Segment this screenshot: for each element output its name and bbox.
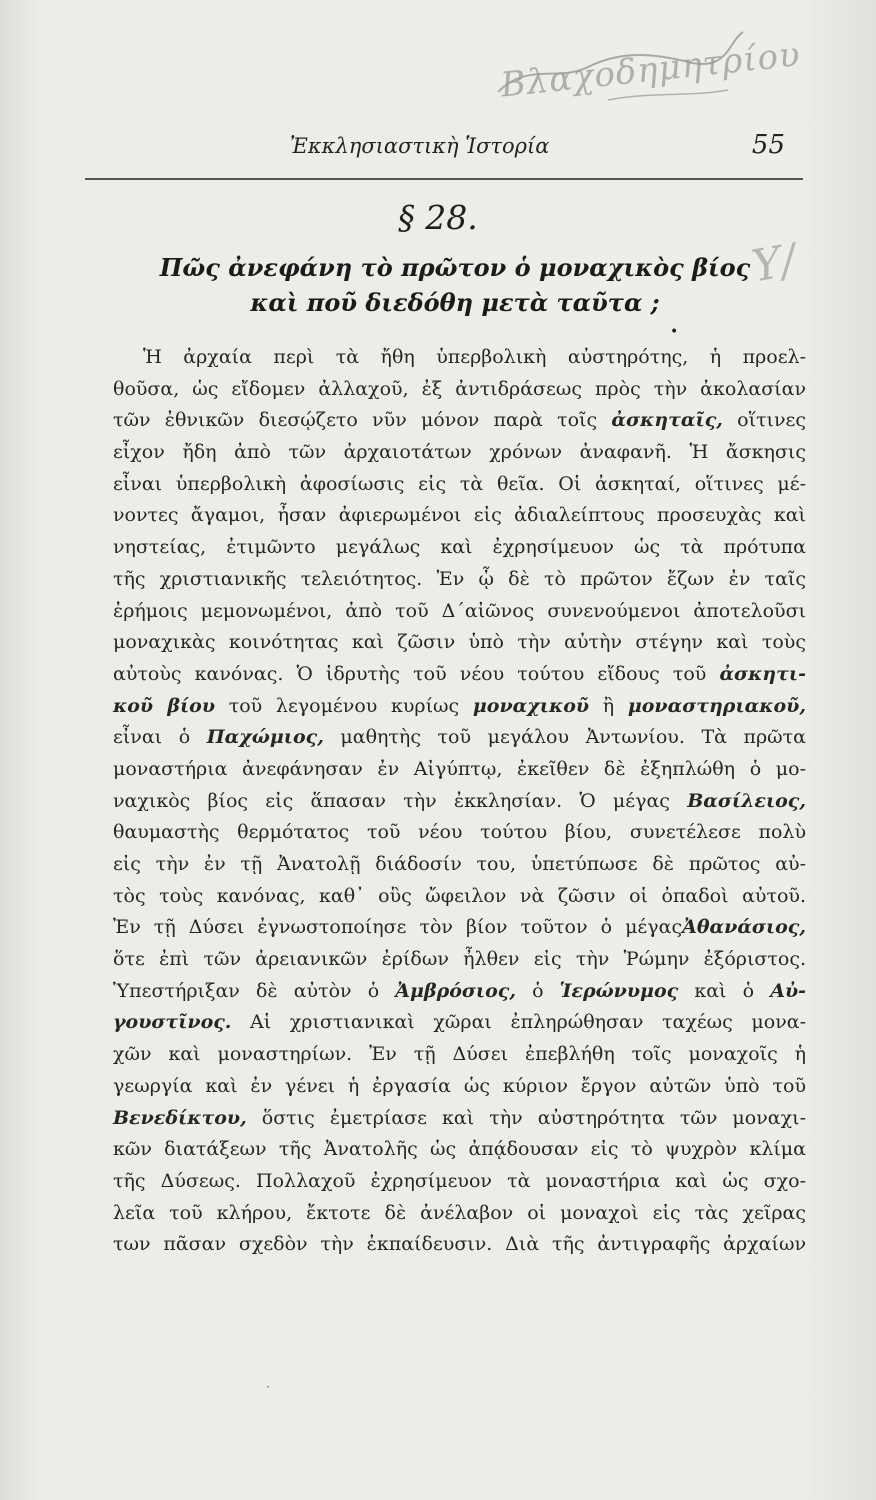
text-line: κῶν διατάξεων τῆς Ἀνατολῆς ὡς ἀπᾴδουσαν εἰς τὸ ψυχρὸν κλίμα — [113, 1138, 806, 1161]
text-line: εἰς τὴν ἐν τῇ Ἀνατολῇ διάδοσίν του, ὑπετύπωσε δὲ πρῶτος αὐ- — [113, 853, 806, 875]
text-line: νηστείας, ἐτιμῶντο μεγάλως καὶ ἐχρησίμευον ὡς τὰ πρότυπα — [113, 536, 806, 559]
emphasis-term: κοῦ βίου — [113, 694, 216, 717]
text-line: θοῦσα, ὡς εἴδομεν ἀλλαχοῦ, ἐξ ἀντιδράσεως πρὸς τὴν ἀκολασίαν — [113, 377, 806, 400]
text-line: θαυμαστὴς θερμότατος τοῦ νέου τούτου βίου, συνετέλεσε πολὺ — [113, 821, 806, 844]
section-title-line-1: Πῶς ἀνεφάνη τὸ πρῶτον ὁ μοναχικὸς βίος — [159, 253, 751, 282]
text-line: ἐρήμοις μεμονωμένοι, ἀπὸ τοῦ Δ΄αἰῶνος συνενούμενοι ἀποτελοῦσι — [113, 599, 806, 622]
section-title — [110, 250, 800, 320]
text-line: εἶχον ἤδη ἀπὸ τῶν ἀρχαιοτάτων χρόνων ἀναφανῆ. Ἡ ἄσκησις — [113, 441, 806, 464]
text-line: τῆς Δύσεως. Πολλαχοῦ ἐχρησίμευον τὰ μοναστήρια καὶ ὡς σχο- — [113, 1169, 806, 1192]
text-line: μοναχικὰς κοινότητας καὶ ζῶσιν ὑπὸ τὴν αὐτὴν στέγην καὶ τοὺς — [113, 631, 806, 654]
section-number: § 28. — [398, 198, 478, 237]
text-line: τῆς χριστιανικῆς τελειότητος. Ἐν ᾧ δὲ τὸ πρῶτον ἔζων ἐν ταῖς — [113, 567, 806, 590]
text-line: εἶναι ὁ Παχώμιος, μαθητὴς τοῦ μεγάλου Ἀντωνίου. Τὰ πρῶτα — [113, 726, 807, 749]
person-name: Αὐ- — [770, 979, 807, 1002]
page-header — [85, 130, 805, 174]
emphasis-term: ἀσκητι- — [719, 662, 806, 685]
text-line: γεωργία καὶ ἐν γένει ἡ ἐργασία ὡς κύριον ἔργον αὐτῶν ὑπὸ τοῦ — [113, 1074, 806, 1097]
text-line: των πᾶσαν σχεδὸν τὴν ἐκπαίδευσιν. Διὰ τῆς ἀντιγραφῆς ἀρχαίων — [113, 1233, 806, 1256]
person-name: Βασίλειος, — [687, 789, 806, 812]
person-name: Ἱερώνυμος — [559, 979, 679, 1002]
text-line: τὸς τοὺς κανόνας, καθ᾽ οὓς ὤφειλον νὰ ζῶσιν οἱ ὀπαδοὶ αὐτοῦ. — [113, 884, 806, 907]
text-line: Ἐν τῇ Δύσει ἐγνωστοποίησε τὸν βίον τοῦτον ὁ μέγαςἈθανάσιος, — [113, 916, 806, 939]
text-line: Βενεδίκτου, ὅστις ἐμετρίασε καὶ τὴν αὐστηρότητα τῶν μοναχι- — [113, 1106, 806, 1129]
person-name: γουστῖνος. — [113, 1011, 232, 1034]
text-line: Ὑπεστήριξαν δὲ αὐτὸν ὁ Ἀμβρόσιος, ὁ Ἱερώνυμος καὶ ὁ Αὐ- — [113, 979, 807, 1002]
emphasis-term: μοναχικοῦ — [472, 694, 590, 717]
page-number: 55 — [751, 130, 785, 160]
person-name: Βενεδίκτου, — [113, 1106, 247, 1129]
person-name: Ἀμβρόσιος, — [395, 979, 516, 1002]
text-line: γουστῖνος. Αἱ χριστιανικαὶ χῶραι ἐπληρώθησαν ταχέως μονα- — [113, 1011, 806, 1034]
text-line: Ἡ ἀρχαία περὶ τὰ ἤθη ὑπερβολικὴ αὐστηρότης, ἡ προελ- — [143, 346, 806, 368]
ink-dot: • — [670, 324, 679, 340]
emphasis-term: μοναστηριακοῦ, — [627, 694, 806, 717]
text-line: ὅτε ἐπὶ τῶν ἀρειανικῶν ἐρίδων ἦλθεν εἰς τὴν Ῥώμην ἐξόριστος. — [113, 948, 806, 971]
text-line: λεῖα τοῦ κλήρου, ἔκτοτε δὲ ἀνέλαβον οἱ μοναχοὶ εἰς τὰς χεῖρας — [113, 1201, 806, 1224]
margin-pencil-mark: Υ/ — [747, 234, 800, 293]
text-line: μοναστήρια ἀνεφάνησαν ἐν Αἰγύπτῳ, ἐκεῖθεν δὲ ἐξηπλώθη ὁ μο- — [113, 757, 806, 780]
body-paragraph — [113, 342, 806, 1261]
text-line: αὐτοὺς κανόνας. Ὁ ἱδρυτὴς τοῦ νέου τούτου εἴδους τοῦ ἀσκητι- — [113, 662, 806, 685]
header-rule — [85, 178, 803, 180]
section-title-line-2: καὶ ποῦ διεδόθη μετὰ ταῦτα ; — [250, 288, 660, 317]
paper-speck: · — [266, 1380, 270, 1394]
running-title: Ἐκκλησιαστικὴ Ἱστορία — [290, 134, 550, 158]
person-name: Ἀθανάσιος, — [682, 916, 806, 939]
text-line: νοντες ἄγαμοι, ἦσαν ἀφιερωμένοι εἰς ἀδιαλείπτους προσευχὰς καὶ — [113, 504, 806, 527]
person-name: Παχώμιος, — [206, 726, 324, 749]
text-line: τῶν ἐθνικῶν διεσῴζετο νῦν μόνον παρὰ τοῖς ἀσκηταῖς, οἵτινες — [113, 409, 807, 432]
text-line: χῶν καὶ μοναστηρίων. Ἐν τῇ Δύσει ἐπεβλήθη τοῖς μοναχοῖς ἡ — [113, 1043, 806, 1066]
text-line: ναχικὸς βίος εἰς ἅπασαν τὴν ἐκκλησίαν. Ὁ μέγας Βασίλειος, — [113, 789, 806, 812]
handwritten-name: Βλαχοδημητρίου — [498, 34, 803, 106]
emphasis-term: ἀσκηταῖς, — [611, 409, 723, 432]
text-line: κοῦ βίου τοῦ λεγομένου κυρίως μοναχικοῦ ἢ μοναστηριακοῦ, — [113, 694, 806, 717]
text-line: εἶναι ὑπερβολικὴ ἀφοσίωσις εἰς τὰ θεῖα. Οἱ ἀσκηταί, οἵτινες μέ- — [113, 472, 806, 495]
